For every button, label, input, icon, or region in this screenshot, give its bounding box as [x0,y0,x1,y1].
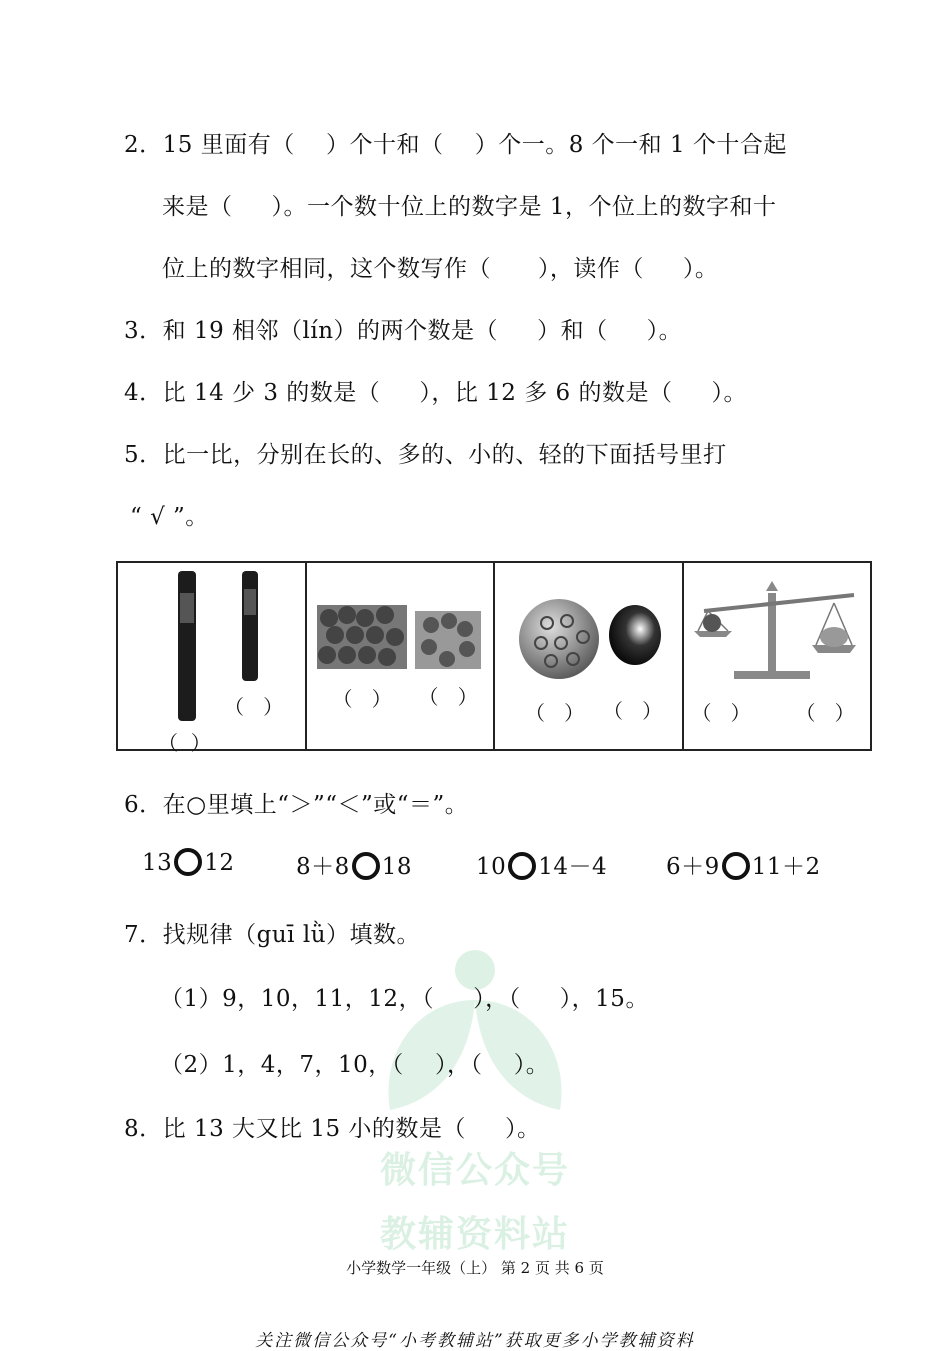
q6-item-4-right: 11＋2 [751,854,821,880]
paren-marker-short: （ ） [224,695,284,719]
q7-title: 7．找规律（guī lǜ）填数。 [124,922,421,948]
paren-ball-big: （ ） [525,701,585,725]
q6-item-1-left: 13 [142,850,173,876]
q5-picture-table [116,561,872,755]
q6-item-3 [476,848,607,881]
q6-item-2-left: 8＋8 [296,854,350,880]
q3-line: 3．和 19 相邻（lín）的两个数是（ ）和（ ）。 [124,318,683,344]
paren-scale-left: （ ） [691,701,751,725]
q6-item-1 [142,848,235,876]
q6-item-3-right: 14－4 [538,854,608,880]
paren-ball-small: （ ） [603,699,663,723]
watermark-line2: 教辅资料站 [379,1214,570,1255]
panel-beads [306,562,495,750]
q6-item-1-right: 12 [204,850,235,876]
answer-circle-icon[interactable] [174,848,202,876]
q8-line: 8．比 13 大又比 15 小的数是（ ）。 [124,1116,541,1142]
q6-item-2 [296,848,412,881]
q6-item-4-left: 6＋9 [666,854,720,880]
answer-circle-icon[interactable] [352,852,380,880]
q2-line2: 来是（ ）。一个数十位上的数字是 1，个位上的数字和十 [162,194,777,220]
markers-image [118,563,304,749]
q2-line3: 位上的数字相同，这个数写作（ ），读作（ ）。 [162,256,719,282]
q6-item-3-left: 10 [476,854,507,880]
paren-marker-long: （ ） [158,731,211,755]
paren-beads-few: （ ） [418,685,478,709]
paren-scale-right: （ ） [795,701,855,725]
paren-beads-many: （ ） [332,687,392,711]
bottom-promo-note: 关注微信公众号“小考教辅站”获取更多小学教辅资料 [255,1331,695,1351]
beads-image [307,563,493,749]
q7-sub2: （2）1，4，7，10，（ ），（ ）。 [160,1052,550,1078]
q6-item-4 [666,848,821,881]
q7-sub1: （1）9，10，11，12，（ ），（ ），15。 [160,986,649,1012]
panel-markers [117,562,306,755]
q6-item-2-right: 18 [381,854,413,880]
q5-line2: “ √ ”。 [130,504,209,530]
answer-circle-icon[interactable] [508,852,536,880]
page-footer: 小学数学一年级（上） 第 2 页 共 6 页 [346,1259,604,1277]
q4-line: 4．比 14 少 3 的数是（ ），比 12 多 6 的数是（ ）。 [124,380,748,406]
watermark-line1: 微信公众号 [379,1150,570,1191]
q2-line1: 2．15 里面有（ ）个十和（ ）个一。8 个一和 1 个十合起 [124,132,787,158]
answer-circle-icon[interactable] [722,852,750,880]
q6-title: 6．在○里填上“＞”“＜”或“＝”。 [124,792,469,818]
panel-balance [683,562,872,750]
panel-balls [494,562,683,750]
q5-line1: 5．比一比，分别在长的、多的、小的、轻的下面括号里打 [124,442,727,468]
